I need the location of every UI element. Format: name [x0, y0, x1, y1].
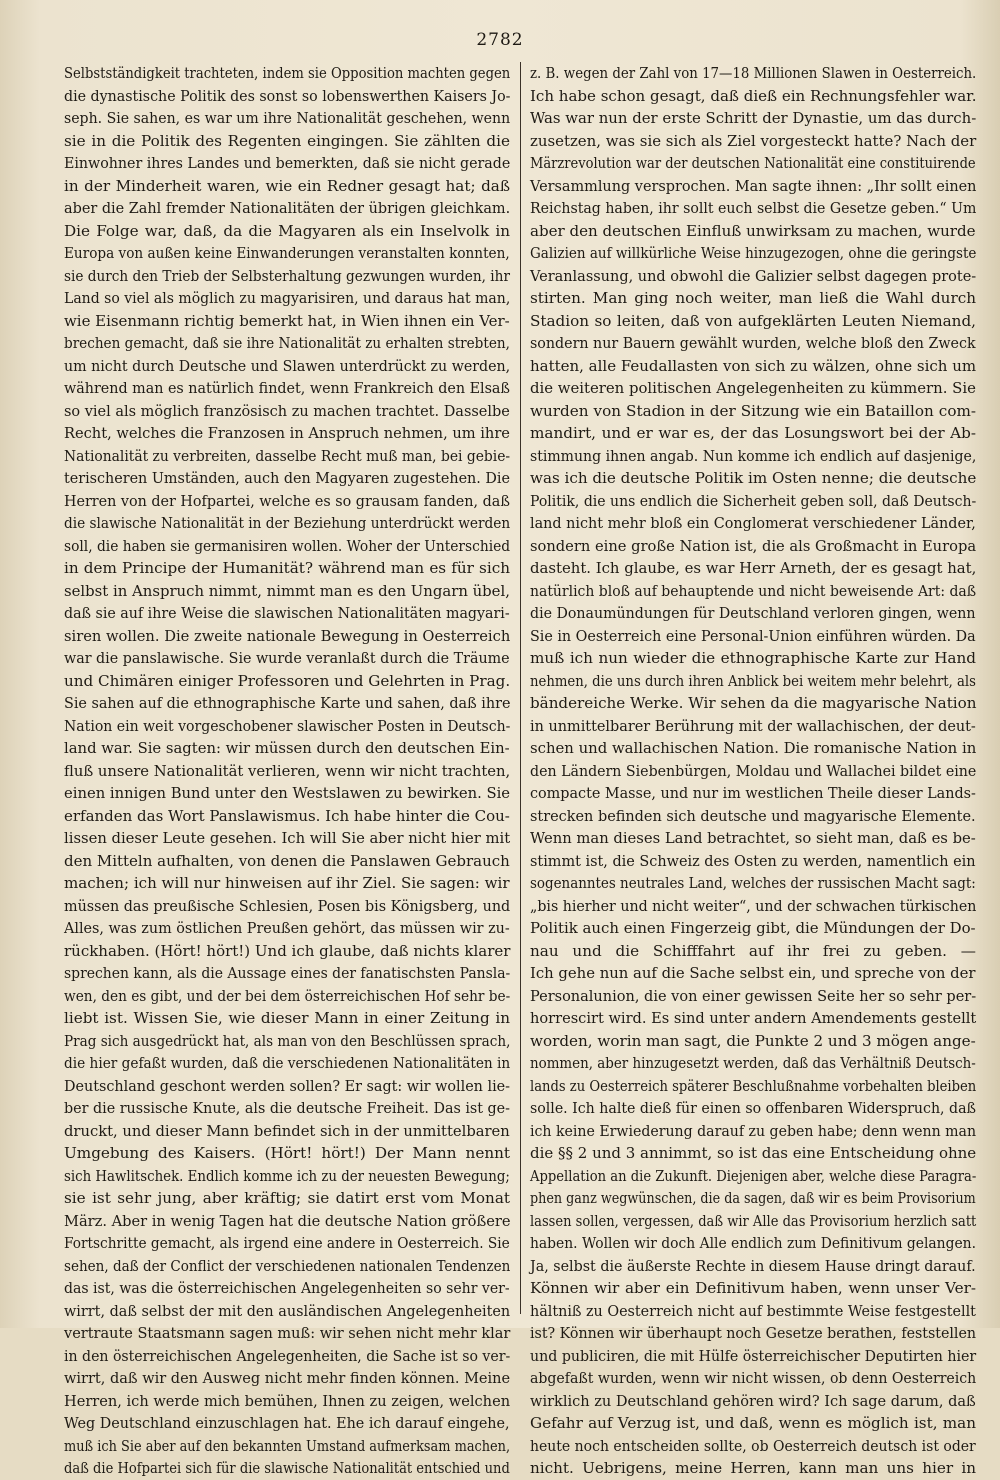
text-line: um nicht durch Deutsche und Slawen unterdrückt zu werden,: [64, 356, 511, 375]
text-line: horrescirt wird. Es sind unter andern Amendements gestellt: [530, 1009, 977, 1027]
text-line: Nation ein weit vorgeschobener slawischer Posten in Deutsch-: [64, 716, 511, 735]
text-line: aber den deutschen Einfluß unwirksam zu machen, wurde: [530, 221, 976, 240]
text-line: sie durch den Trieb der Selbsterhaltung gezwungen wurden, ihr: [64, 266, 510, 285]
text-line: Ja, selbst die äußerste Rechte in diesem Hause dringt darauf.: [530, 1256, 976, 1275]
left-column: [64, 62, 511, 1477]
text-line: ich keine Erwiederung darauf zu geben habe; denn wenn man: [530, 1121, 977, 1140]
text-line: druckt, und dieser Mann befindet sich in der unmittelbaren: [64, 1121, 510, 1140]
text-line: wirklich zu Deutschland gehören wird? Ich sage darum, daß: [530, 1391, 976, 1410]
text-line: was ich die deutsche Politik im Osten nenne; die deutsche: [530, 469, 977, 487]
text-line: Wenn man dieses Land betrachtet, so sieht man, daß es be-: [530, 829, 976, 847]
text-line: soll, die haben sie germanisiren wollen. Woher der Unterschied: [64, 536, 511, 555]
text-line: phen ganz wegwünschen, die da sagen, daß wir es beim Provisorium: [530, 1189, 976, 1207]
text-line: dasteht. Ich glaube, es war Herr Arneth, der es gesagt hat,: [530, 559, 977, 577]
text-line: abgefaßt wurden, wenn wir nicht wissen, ob denn Oesterreich: [530, 1369, 977, 1387]
text-line: aber die Zahl fremder Nationalitäten der übrigen gleichkam.: [64, 199, 511, 217]
column-divider: [520, 62, 521, 1314]
text-line: müssen das preußische Schlesien, Posen bis Königsberg, und: [64, 896, 511, 915]
text-line: nommen, aber hinzugesetzt werden, daß das Verhältniß Deutsch-: [530, 1054, 976, 1072]
text-line: natürlich bloß auf behauptende und nicht beweisende Art: daß: [530, 581, 977, 600]
text-line: Herren, ich werde mich bemühen, Ihnen zu zeigen, welchen: [64, 1391, 511, 1410]
text-line: rückhaben. (Hört! hört!) Und ich glaube, daß nichts klarer: [64, 941, 511, 960]
text-line: brechen gemacht, daß sie ihre Nationalität zu erhalten strebten,: [64, 334, 510, 352]
text-line: stirten. Man ging noch weiter, man ließ die Wahl durch: [530, 289, 976, 307]
text-line: heute noch entscheiden sollte, ob Oesterreich deutsch ist oder: [530, 1436, 976, 1455]
text-line: in der Minderheit waren, wie ein Redner gesagt hat; daß: [64, 176, 510, 195]
text-line: Prag sich ausgedrückt hat, als man von den Beschlüssen sprach,: [64, 1031, 511, 1050]
text-line: vertraute Staatsmann sagen muß: wir sehen nicht mehr klar: [64, 1324, 511, 1342]
text-line: Einwohner ihres Landes und bemerkten, daß sie nicht gerade: [64, 154, 511, 172]
text-line: in den österreichischen Angelegenheiten, die Sache ist so ver-: [64, 1346, 511, 1365]
text-line: wurden von Stadion in der Sitzung wie ein Bataillon com-: [530, 401, 976, 420]
text-line: die slawische Nationalität in der Beziehung unterdrückt werden: [64, 514, 511, 532]
text-line: terischeren Umständen, auch den Magyaren zugestehen. Die: [64, 469, 510, 487]
text-line: siren wollen. Die zweite nationale Bewegung in Oesterreich: [64, 626, 511, 645]
text-line: stimmt ist, die Schweiz des Osten zu werden, namentlich ein: [530, 851, 976, 870]
text-line: so viel als möglich französisch zu machen trachtet. Dasselbe: [64, 401, 510, 420]
text-line: erfanden das Wort Panslawismus. Ich habe hinter die Cou-: [64, 806, 510, 825]
text-line: Stadion so leiten, daß von aufgeklärten Leuten Niemand,: [530, 311, 976, 330]
page-number: 2782: [476, 30, 524, 50]
text-line: Reichstag haben, ihr sollt euch selbst die Gesetze geben.“ Um: [530, 199, 977, 217]
text-line: Ich habe schon gesagt, daß dieß ein Rechnungsfehler war.: [530, 86, 977, 105]
text-line: und publiciren, die mit Hülfe österreichischer Deputirten hier: [530, 1346, 977, 1365]
text-line: Deutschland geschont werden sollen? Er sagt: wir wollen lie-: [64, 1076, 511, 1095]
text-line: solle. Ich halte dieß für einen so offenbaren Widerspruch, daß: [530, 1099, 976, 1117]
text-line: mandirt, und er war es, der das Losungswort bei der Ab-: [530, 424, 976, 442]
text-line: Politik, die uns endlich die Sicherheit geben soll, daß Deutsch-: [530, 491, 977, 510]
text-line: den Mitteln aufhalten, von denen die Panslawen Gebrauch: [64, 851, 510, 870]
text-line: Sie in Oesterreich eine Personal-Union einführen würden. Da: [530, 626, 976, 645]
text-line: während man es natürlich findet, wenn Frankreich den Elsaß: [64, 379, 510, 397]
text-line: bändereiche Werke. Wir sehen da die magyarische Nation: [530, 694, 977, 712]
text-line: liebt ist. Wissen Sie, wie dieser Mann in einer Zeitung in: [64, 1009, 510, 1027]
text-line: lissen dieser Leute gesehen. Ich will Sie aber nicht hier mit: [64, 829, 511, 847]
text-line: einen innigen Bund unter den Westslawen zu bewirken. Sie: [64, 784, 511, 802]
text-line: in unmittelbarer Berührung mit der wallachischen, der deut-: [530, 716, 976, 735]
text-line: Versammlung versprochen. Man sagte ihnen: „Ihr sollt einen: [530, 176, 977, 195]
text-line: daß sie auf ihre Weise die slawischen Nationalitäten magyari-: [64, 604, 510, 622]
text-line: wen, den es gibt, und der bei dem österreichischen Hof sehr be-: [64, 986, 511, 1005]
text-line: Gefahr auf Verzug ist, und daß, wenn es möglich ist, man: [530, 1414, 976, 1432]
text-line: nehmen, die uns durch ihren Anblick bei weitem mehr belehrt, als: [530, 671, 976, 690]
text-line: sie in die Politik des Regenten eingingen. Sie zählten die: [64, 131, 510, 150]
text-line: worden, worin man sagt, die Punkte 2 und 3 mögen ange-: [530, 1031, 976, 1050]
text-line: Märzrevolution war der deutschen Nationalität eine constituirende: [530, 154, 976, 172]
text-line: zusetzen, was sie sich als Ziel vorgesteckt hatte? Nach der: [530, 131, 977, 150]
text-line: nicht. Uebrigens, meine Herren, kann man uns hier in: [530, 1459, 976, 1477]
text-line: wirrt, daß wir den Ausweg nicht mehr finden können. Meine: [64, 1369, 511, 1387]
text-line: land nicht mehr bloß ein Conglomerat verschiedener Länder,: [530, 514, 976, 532]
text-line: muß ich nun wieder die ethnographische Karte zur Hand: [530, 649, 976, 667]
text-line: land war. Sie sagten: wir müssen durch den deutschen Ein-: [64, 739, 510, 757]
text-line: Recht, welches die Franzosen in Anspruch nehmen, um ihre: [64, 424, 510, 442]
text-line: seph. Sie sahen, es war um ihre Nationalität geschehen, wenn: [64, 109, 511, 127]
text-line: das ist, was die österreichischen Angelegenheiten so sehr ver-: [64, 1279, 510, 1297]
text-line: die Donaumündungen für Deutschland verloren gingen, wenn: [530, 604, 976, 622]
text-line: den Ländern Siebenbürgen, Moldau und Wallachei bildet eine: [530, 761, 977, 780]
text-line: März. Aber in wenig Tagen hat die deutsche Nation größere: [64, 1211, 511, 1230]
text-line: z. B. wegen der Zahl von 17—18 Millionen Slawen in Oesterreich.: [530, 64, 977, 82]
text-line: machen; ich will nur hinweisen auf ihr Ziel. Sie sagen: wir: [64, 874, 510, 892]
text-line: lands zu Oesterreich späterer Beschlußnahme vorbehalten bleiben: [530, 1076, 977, 1095]
text-line: hältniß zu Oesterreich nicht auf bestimmte Weise festgestellt: [530, 1301, 976, 1320]
text-line: Europa von außen keine Einwanderungen veranstalten konnten,: [64, 244, 510, 262]
right-column: [530, 62, 977, 1477]
text-line: die hier gefaßt wurden, daß die verschiedenen Nationalitäten in: [64, 1054, 511, 1072]
text-line: sich Hawlitschek. Endlich komme ich zu der neuesten Bewegung;: [64, 1166, 510, 1185]
text-line: sogenanntes neutrales Land, welches der russischen Macht sagt:: [530, 874, 976, 892]
text-line: Sie sahen auf die ethnographische Karte und sahen, daß ihre: [64, 694, 511, 712]
text-line: Nationalität zu verbreiten, dasselbe Recht muß man, bei gebie-: [64, 446, 511, 465]
text-line: „bis hierher und nicht weiter“, und der schwachen türkischen: [530, 896, 977, 915]
text-line: sondern nur Bauern gewählt wurden, welche bloß den Zweck: [530, 334, 976, 352]
text-line: Appellation an die Zukunft. Diejenigen aber, welche diese Paragra-: [530, 1166, 977, 1185]
text-line: sehen, daß der Conflict der verschiedenen nationalen Tendenzen: [64, 1256, 511, 1275]
text-line: Personalunion, die von einer gewissen Seite her so sehr per-: [530, 986, 977, 1005]
text-line: wirrt, daß selbst der mit den ausländischen Angelegenheiten: [64, 1301, 511, 1320]
text-line: haben. Wollen wir doch Alle endlich zum Definitivum gelangen.: [530, 1234, 976, 1252]
text-line: Weg Deutschland einzuschlagen hat. Ehe ich darauf eingehe,: [64, 1414, 510, 1432]
text-line: Können wir aber ein Definitivum haben, wenn unser Ver-: [530, 1279, 976, 1297]
text-line: compacte Masse, und nur im westlichen Theile dieser Lands-: [530, 784, 976, 802]
text-line: strecken befinden sich deutsche und magyarische Elemente.: [530, 806, 976, 825]
text-line: Fortschritte gemacht, als irgend eine andere in Oesterreich. Sie: [64, 1234, 510, 1252]
text-line: war die panslawische. Sie wurde veranlaßt durch die Träume: [64, 649, 510, 667]
text-line: muß ich Sie aber auf den bekannten Umstand aufmerksam machen,: [64, 1436, 511, 1455]
text-line: nau und die Schifffahrt auf ihr frei zu geben. —: [530, 941, 976, 960]
text-line: Selbstständigkeit trachteten, indem sie Opposition machten gegen: [64, 64, 511, 82]
text-line: Umgebung des Kaisers. (Hört! hört!) Der Mann nennt: [64, 1144, 510, 1162]
text-line: hatten, alle Feudallasten von sich zu wälzen, ohne sich um: [530, 356, 977, 375]
text-line: fluß unsere Nationalität verlieren, wenn wir nicht trachten,: [64, 761, 511, 780]
text-line: Was war nun der erste Schritt der Dynastie, um das durch-: [530, 109, 977, 127]
text-line: sie ist sehr jung, aber kräftig; sie datirt erst vom Monat: [64, 1189, 510, 1207]
text-line: die dynastische Politik des sonst so lobenswerthen Kaisers Jo-: [64, 86, 511, 105]
text-line: und Chimären einiger Professoren und Gelehrten in Prag.: [64, 671, 511, 690]
text-line: Herren von der Hofpartei, welche es so grausam fanden, daß: [64, 491, 510, 510]
text-line: Alles, was zum östlichen Preußen gehört, das müssen wir zu-: [64, 919, 510, 937]
text-line: die weiteren politischen Angelegenheiten zu kümmern. Sie: [530, 379, 976, 397]
text-line: ist? Können wir überhaupt noch Gesetze berathen, feststellen: [530, 1324, 977, 1342]
text-line: Ich gehe nun auf die Sache selbst ein, und spreche von der: [530, 964, 976, 982]
text-line: stimmung ihnen angab. Nun komme ich endlich auf dasjenige,: [530, 446, 977, 465]
text-line: lassen sollen, vergessen, daß wir Alle das Provisorium herzlich satt: [530, 1211, 977, 1230]
text-line: daß die Hofpartei sich für die slawische Nationalität entschied und: [64, 1459, 510, 1477]
text-line: die §§ 2 und 3 annimmt, so ist das eine Entscheidung ohne: [530, 1144, 977, 1162]
text-line: Die Folge war, daß, da die Magyaren als ein Inselvolk in: [64, 221, 510, 240]
text-line: ber die russische Knute, als die deutsche Freiheit. Das ist ge-: [64, 1099, 510, 1117]
text-line: sondern eine große Nation ist, die als Großmacht in Europa: [530, 536, 977, 555]
text-line: Politik auch einen Fingerzeig gibt, die Mündungen der Do-: [530, 919, 976, 937]
text-line: schen und wallachischen Nation. Die romanische Nation in: [530, 739, 977, 757]
text-line: selbst in Anspruch nimmt, nimmt man es den Ungarn übel,: [64, 581, 510, 600]
text-line: Galizien auf willkürliche Weise hinzugezogen, ohne die geringste: [530, 244, 977, 262]
text-line: Land so viel als möglich zu magyarisiren, und daraus hat man,: [64, 289, 511, 307]
text-line: Veranlassung, und obwohl die Galizier selbst dagegen prote-: [530, 266, 977, 285]
text-line: wie Eisenmann richtig bemerkt hat, in Wien ihnen ein Ver-: [64, 311, 510, 330]
text-line: sprechen kann, als die Aussage eines der fanatischsten Pansla-: [64, 964, 511, 982]
text-line: in dem Principe der Humanität? während man es für sich: [64, 559, 510, 577]
